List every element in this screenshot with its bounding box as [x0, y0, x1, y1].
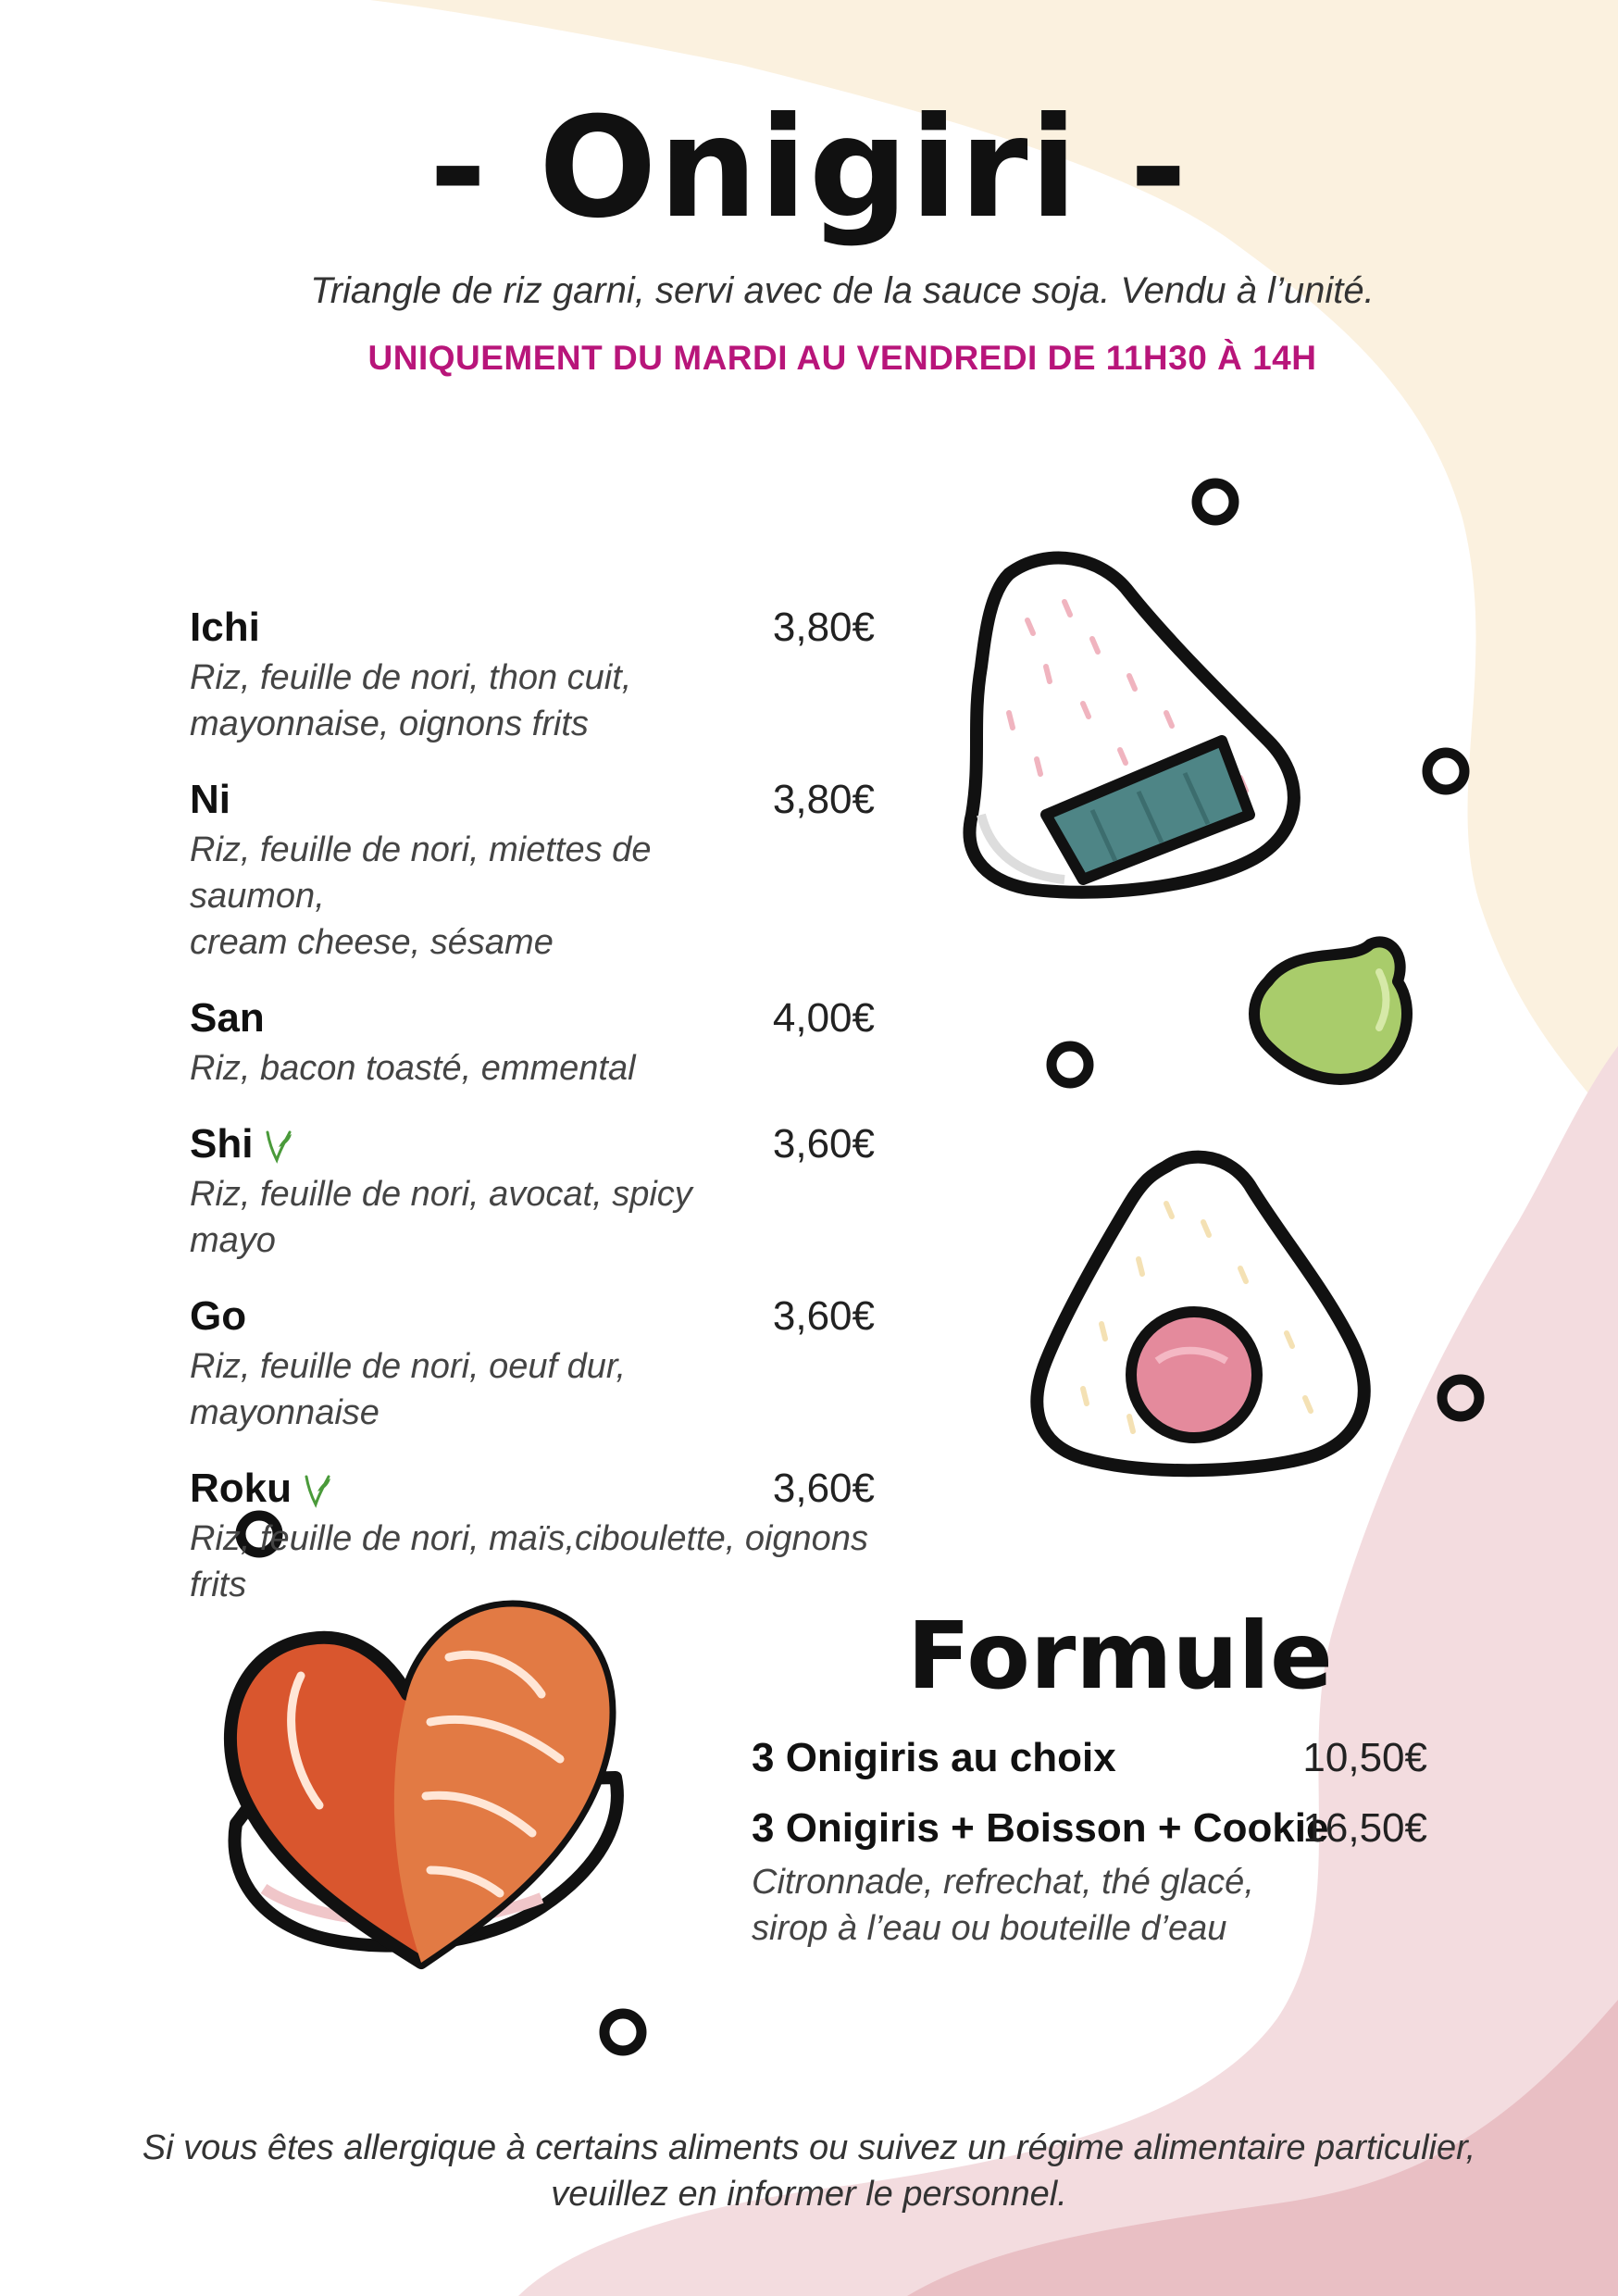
- item-name: Shi: [190, 1121, 254, 1167]
- item-description-line: cream cheese, sésame: [190, 923, 554, 962]
- item-price: 3,80€: [772, 777, 875, 822]
- item-price: 4,00€: [772, 995, 875, 1041]
- item-name: Ichi: [190, 605, 260, 650]
- menu-item: [190, 988, 875, 1092]
- allergy-notice-line: veuillez en informer le personnel.: [551, 2175, 1067, 2214]
- item-description-line: Riz, feuille de nori, oeuf dur, mayonnaise: [190, 1347, 627, 1432]
- availability-notice: UNIQUEMENT DU MARDI AU VENDREDI DE 11H30 À 14H: [367, 339, 1317, 377]
- formule-name: 3 Onigiris au choix: [752, 1735, 1116, 1780]
- formule-item: [752, 1731, 1427, 1789]
- item-description: [190, 1343, 782, 1436]
- item-price: 3,60€: [772, 1121, 875, 1167]
- page-title: - Onigiri -: [429, 88, 1189, 249]
- formule-price: 16,50€: [1302, 1805, 1427, 1851]
- leaf-icon: [301, 1473, 332, 1508]
- formule-list: [752, 1731, 1427, 1965]
- item-description-line: Riz, bacon toasté, emmental: [190, 1049, 636, 1088]
- menu-item: [190, 1286, 875, 1436]
- formule-description: [752, 1859, 1270, 1952]
- item-description: [190, 1171, 782, 1264]
- item-description-line: Riz, feuille de nori, miettes de saumon,: [190, 830, 652, 916]
- allergy-notice: [0, 2125, 1618, 2217]
- item-price: 3,60€: [772, 1293, 875, 1339]
- menu-item: [190, 1114, 875, 1264]
- formule-description-line: Citronnade, refrechat, thé glacé,: [752, 1863, 1254, 1902]
- formule-item: [752, 1802, 1427, 1952]
- menu-item: [190, 597, 875, 747]
- menu-item: [190, 1458, 875, 1608]
- formule-name: 3 Onigiris + Boisson + Cookie: [752, 1805, 1329, 1851]
- item-description: [190, 655, 782, 747]
- item-description: [190, 827, 782, 966]
- item-description-line: Riz, feuille de nori, maïs,ciboulette, oignons frits: [190, 1519, 868, 1604]
- item-price: 3,60€: [772, 1466, 875, 1511]
- item-description: [190, 1516, 875, 1608]
- formule-description-line: sirop à l’eau ou bouteille d’eau: [752, 1909, 1227, 1948]
- item-name: Go: [190, 1293, 247, 1339]
- item-name: Ni: [190, 777, 230, 822]
- item-price: 3,80€: [772, 605, 875, 650]
- formule-price: 10,50€: [1302, 1735, 1427, 1780]
- menu-item: [190, 769, 875, 966]
- item-name: San: [190, 995, 265, 1041]
- page-subtitle: Triangle de riz garni, servi avec de la sauce soja. Vendu à l’unité.: [310, 270, 1375, 311]
- item-description-line: mayonnaise, oignons frits: [190, 705, 589, 743]
- onigiri-menu-list: [190, 597, 875, 1630]
- item-description-line: Riz, feuille de nori, thon cuit,: [190, 658, 632, 697]
- allergy-notice-line: Si vous êtes allergique à certains aliments ou suivez un régime alimentaire particulier,: [142, 2128, 1476, 2167]
- formule-title: Formule: [907, 1602, 1333, 1710]
- item-name-wrap: [190, 1121, 293, 1167]
- item-description: [190, 1045, 782, 1092]
- item-description-line: Riz, feuille de nori, avocat, spicy mayo: [190, 1175, 692, 1260]
- leaf-icon: [262, 1129, 293, 1164]
- item-name-wrap: [190, 1466, 332, 1512]
- item-name: Roku: [190, 1466, 292, 1511]
